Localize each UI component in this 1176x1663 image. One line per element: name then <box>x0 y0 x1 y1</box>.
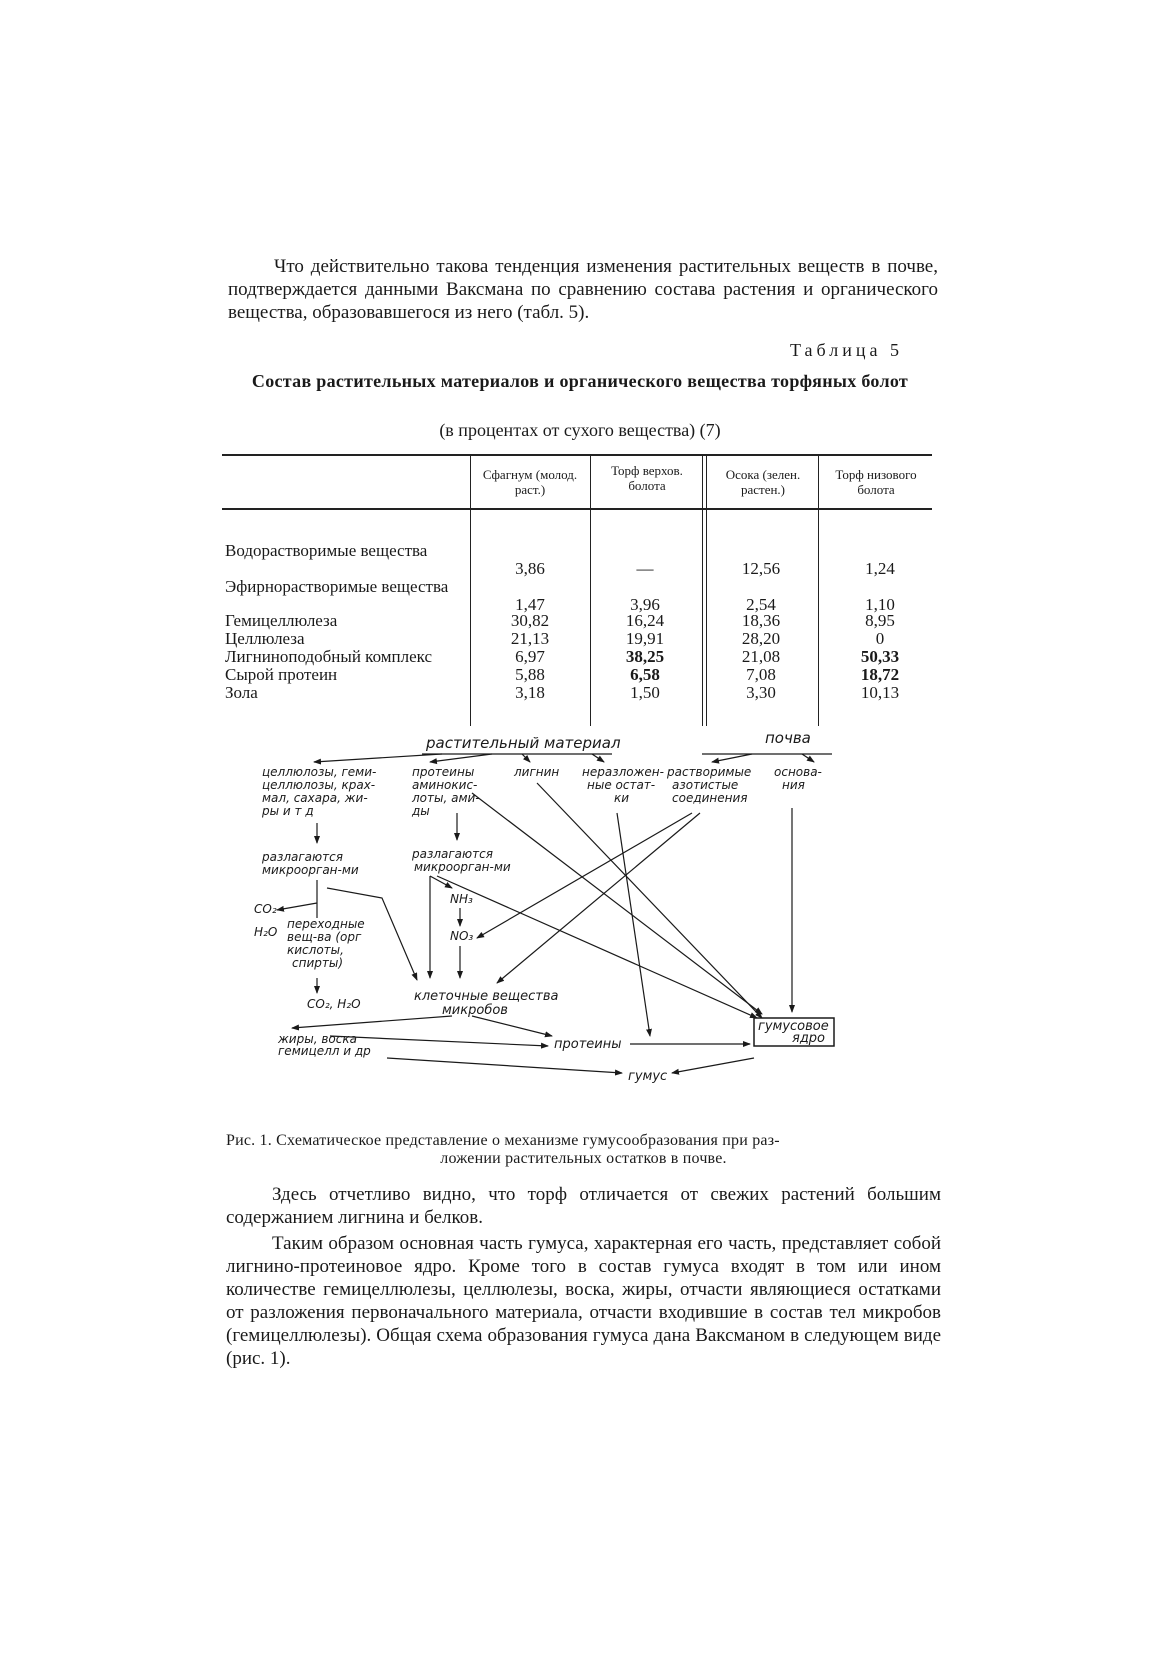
table-cell: 8,95 <box>865 611 895 630</box>
label-co2-h2o: CO₂, H₂O <box>307 997 361 1011</box>
table-header-rule <box>222 508 932 510</box>
table-cell: 5,88 <box>515 665 545 684</box>
label-proteins-out: протеины <box>554 1037 622 1052</box>
table-cell: 3,86 <box>515 559 545 578</box>
table-cell: 18,36 <box>741 611 781 630</box>
table-cell: 6,97 <box>515 647 545 666</box>
edge-proteins-humus-core <box>472 793 762 1014</box>
label-decomposed-2: разлагаются микроорган-ми <box>412 847 511 874</box>
table-row-label: Зола <box>225 683 258 702</box>
humus-formation-diagram <box>254 728 922 1128</box>
edge-to-bases <box>802 754 814 762</box>
table-col-header: Торф верхов. болота <box>611 463 683 493</box>
paragraph-2-text: Здесь отчетливо видно, что торф отличается от свежих растений большим содержанием лигнина и белков. <box>226 1184 941 1228</box>
edge-to-lignin <box>522 754 530 762</box>
table-cell: 7,08 <box>746 665 776 684</box>
table-cell: 3,96 <box>630 595 660 614</box>
label-soil: почва <box>765 729 811 747</box>
figure-caption-line1: Схематическое представление о механизме гумусообразования при раз- <box>276 1132 780 1149</box>
label-no3: NO₃ <box>450 929 474 943</box>
table-row-label: Сырой протеин <box>225 665 338 684</box>
label-transitional: переходные вещ-ва (орг кислоты, спирты) <box>287 917 365 970</box>
table-cell: 50,33 <box>860 647 900 666</box>
table-cell: 0 <box>875 629 885 648</box>
table-cell: 21,13 <box>510 629 550 648</box>
table-cell: 12,56 <box>741 559 781 578</box>
table-row-label: Гемицеллюлеза <box>225 611 338 630</box>
table-row-label: Лигниноподобный комплекс <box>225 647 433 666</box>
table-cell: 38,25 <box>625 647 665 666</box>
table-cell: 2,54 <box>746 595 776 614</box>
table-cell: 16,24 <box>625 611 665 630</box>
edge-cells-proteins <box>472 1016 552 1036</box>
table-cell: — <box>636 559 654 578</box>
figure-caption-line2: ложении растительных остатков в почве. <box>440 1150 727 1167</box>
table-col-header: Осока (зелен. растен.) <box>725 467 801 497</box>
label-humus: гумус <box>628 1069 668 1084</box>
label-undecomposed: неразложен-ные остат-ки <box>582 765 664 805</box>
label-cellulose: целлюлозы, геми-целлюлозы, крах-мал, сахара, жи-ры и т д <box>262 765 377 818</box>
edge-to-soluble-n <box>712 754 752 762</box>
table-col-divider <box>470 456 471 726</box>
label-plant-material: растительный материал <box>426 734 621 752</box>
table-col-divider <box>706 456 707 726</box>
table-cell: 3,18 <box>515 683 545 702</box>
table-cell: 3,30 <box>746 683 776 702</box>
table-subtitle: (в процентах от сухого вещества) (7) <box>439 420 721 440</box>
edge-to-undecomposed <box>592 754 604 762</box>
table-row-label: Эфирнорастворимые вещества <box>225 577 449 596</box>
label-nh3: NH₃ <box>450 892 473 906</box>
label-lignin: лигнин <box>514 765 560 779</box>
label-bases: основа-ния <box>774 765 822 792</box>
table-number: Таблица 5 <box>790 340 903 360</box>
paragraph-3-text: Таким образом основная часть гумуса, характерная его часть, представляет собой лигнино-протеиновое ядро. Кроме того в состав гумуса входят в том или ином количестве гемицеллюлезы, целлюлезы, воска, жиры, отчасти являющиеся остатками от разложения первоначального материала, отчасти входившие в состав тел микробов (гемицеллюлезы). Общая схема образования гумуса дана Ваксманом в следующем виде (рис. 1). <box>226 1233 941 1369</box>
edge-humus-core-humus <box>672 1058 754 1073</box>
table-cell: 1,10 <box>865 595 895 614</box>
label-fats: жиры, воска гемицелл и др <box>278 1032 371 1058</box>
label-decomposed-1: разлагаются микроорган-ми <box>262 850 359 877</box>
table-cell: 1,47 <box>515 595 545 614</box>
table-cell: 18,72 <box>860 665 900 684</box>
figure-label: Рис. 1. <box>226 1132 272 1149</box>
table-col-header: Сфагнум (молод. раст.) <box>482 467 578 497</box>
table-cell: 1,24 <box>865 559 895 578</box>
edge-soluble-cells <box>497 813 700 983</box>
table-col-divider <box>818 456 819 726</box>
edge-lignin-humus-core <box>537 783 762 1018</box>
label-co2: CO₂ <box>254 902 277 916</box>
table-col-header: Торф низового болота <box>835 467 917 497</box>
edge-to-proteins <box>430 754 492 762</box>
table-row-label: Целлюлеза <box>225 629 305 648</box>
edge-to-cellulose <box>314 754 442 762</box>
table-col-divider <box>702 456 703 726</box>
edge-fats-humus <box>387 1058 622 1073</box>
table-col-divider <box>590 456 591 726</box>
label-proteins: протеины аминокис-лоты, ами-ды <box>412 765 480 818</box>
label-soluble-nitrogen: растворимые азотистые соединения <box>667 765 752 805</box>
label-h2o: H₂O <box>254 925 278 939</box>
paragraph-3 <box>226 1232 941 1370</box>
edge-cells-fats <box>292 1016 452 1028</box>
table-title: Состав растительных материалов и органического вещества торфяных болот <box>251 371 909 391</box>
table-cell: 6,58 <box>630 665 660 684</box>
label-microbial-cells: клеточные вещества микробов <box>414 989 559 1018</box>
table-cell: 30,82 <box>510 611 550 630</box>
label-humus-core: гумусовое ядро <box>758 1019 829 1046</box>
table-top-rule <box>222 454 932 456</box>
table-cell: 21,08 <box>741 647 781 666</box>
intro-paragraph-text: Что действительно такова тенденция изменения растительных веществ в почве, подтверждается данными Ваксмана по сравнению состава растения и органического вещества, образовавшегося из него (табл. 5). <box>228 256 938 323</box>
table-cell: 1,50 <box>630 683 660 702</box>
edge-decomp1-co2 <box>277 903 317 910</box>
table-cell: 19,91 <box>625 629 665 648</box>
figure-caption <box>226 1132 941 1168</box>
intro-paragraph <box>228 255 938 324</box>
table-cell: 10,13 <box>860 683 900 702</box>
table-cell: 28,20 <box>741 629 781 648</box>
table-row-label: Водорастворимые вещества <box>225 541 428 560</box>
paragraph-2 <box>226 1183 941 1229</box>
